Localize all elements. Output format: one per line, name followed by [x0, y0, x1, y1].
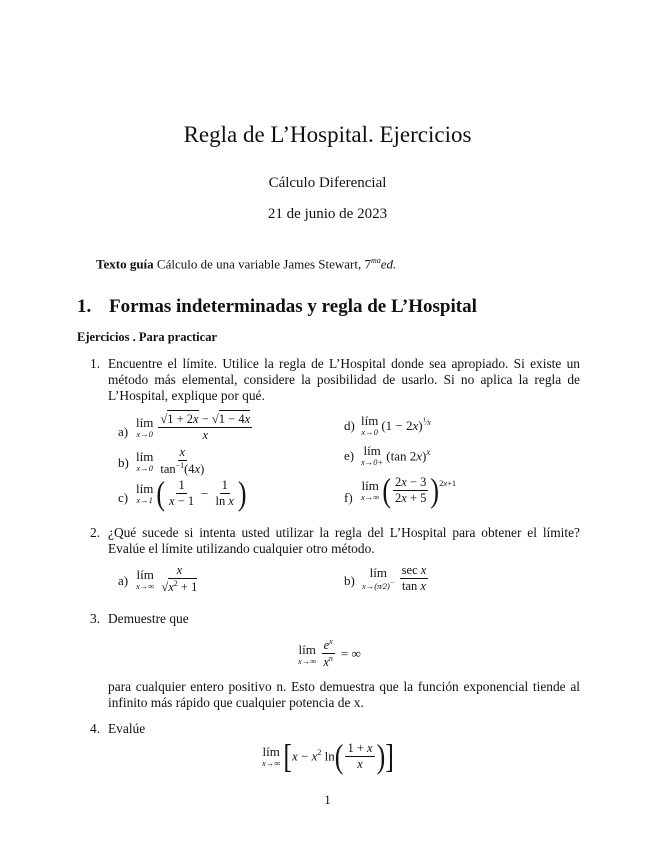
label-2a: a) [118, 573, 129, 588]
formula-1b: lím x→0 $\frac{x}{\tan^{-1}(4x)}$ [136, 445, 205, 477]
item-4-text: Evalúe [108, 721, 146, 736]
formula-3: lím x→∞ $\frac{e^x}{x^n}$ = ∞ [298, 637, 361, 670]
guide-label: Texto guía [96, 256, 154, 272]
formula-4: lím x→∞ [ $x - x^2$ ln ( $\frac{1 + x}{x}$ ) ] [262, 737, 394, 775]
formula-1d: lím x→0 $(1 - 2x)^{^1⁄x}$ [361, 413, 431, 437]
item-1-number: 1. [90, 356, 101, 371]
guide-text [96, 256, 396, 272]
formula-2a: lím x→∞ $\frac{x}{√x^2 + 1}$ [136, 563, 198, 595]
page-number: 1 [324, 792, 331, 807]
label-1a: a) [118, 424, 129, 439]
label-1b: b) [118, 455, 129, 470]
item-2-text: ¿Qué sucede si intenta usted utilizar la regla del L’Hospital para obtener el límite? Evalúe el límite utilizando cualquier otro método. [108, 525, 580, 556]
label-1d: d) [344, 418, 355, 433]
label-1c: c) [118, 490, 129, 505]
item-3-after: para cualquier entero positivo n. Esto demuestra que la función exponencial tiende al infinito más rápido que cualquier potencia de x. [108, 679, 580, 710]
item-1-text: Encuentre el límite. Utilice la regla de L’Hospital donde sea apropiado. Si existe un método más elemental, considere la posibilidad de usarlo. Si no aplica la regla de L’Hospital, explique por qué. [108, 356, 580, 403]
formula-1e: lím x→0+ (tan 2x)$^x$ [361, 443, 431, 467]
item-4-number: 4. [90, 721, 101, 736]
section-title: Formas indeterminadas y regla de L’Hospital [109, 296, 477, 317]
label-1f: f) [344, 490, 353, 505]
section-number: 1. [77, 296, 92, 317]
guide-suffix: ed. [380, 256, 397, 272]
document-date: 21 de junio de 2023 [267, 206, 388, 222]
formula-2b: lím x→(π⁄2)− $\frac{\text{sec x}}{\text{tan x}}$ [362, 563, 427, 594]
formula-1c: lím x→1 ( $\frac{1}{x - 1}$ − $\frac{1}{\text{ln x}}$ ) [136, 474, 247, 512]
guide-book: Cálculo de una variable James Stewart, 7 [156, 256, 371, 272]
item-3-number: 3. [90, 611, 101, 626]
item-3-text: Demuestre que [108, 611, 189, 626]
section-heading [77, 296, 477, 318]
formula-1a: lím x→0 $\frac{√1 + 2x - √1 - 4x}{x}$ [136, 412, 251, 443]
item-2-number: 2. [90, 525, 101, 540]
course-name: Cálculo Diferencial [268, 175, 387, 191]
formula-1f: lím x→∞ ( $\frac{2x - 3}{2x + 5}$ ) 2x+1 [361, 471, 457, 509]
guide-sup: ma [371, 256, 381, 265]
label-2b: b) [344, 573, 355, 588]
label-1e: e) [344, 448, 355, 463]
document-title: Regla de L’Hospital. Ejercicios [183, 122, 472, 147]
exercises-header: Ejercicios . Para practicar [77, 330, 217, 344]
